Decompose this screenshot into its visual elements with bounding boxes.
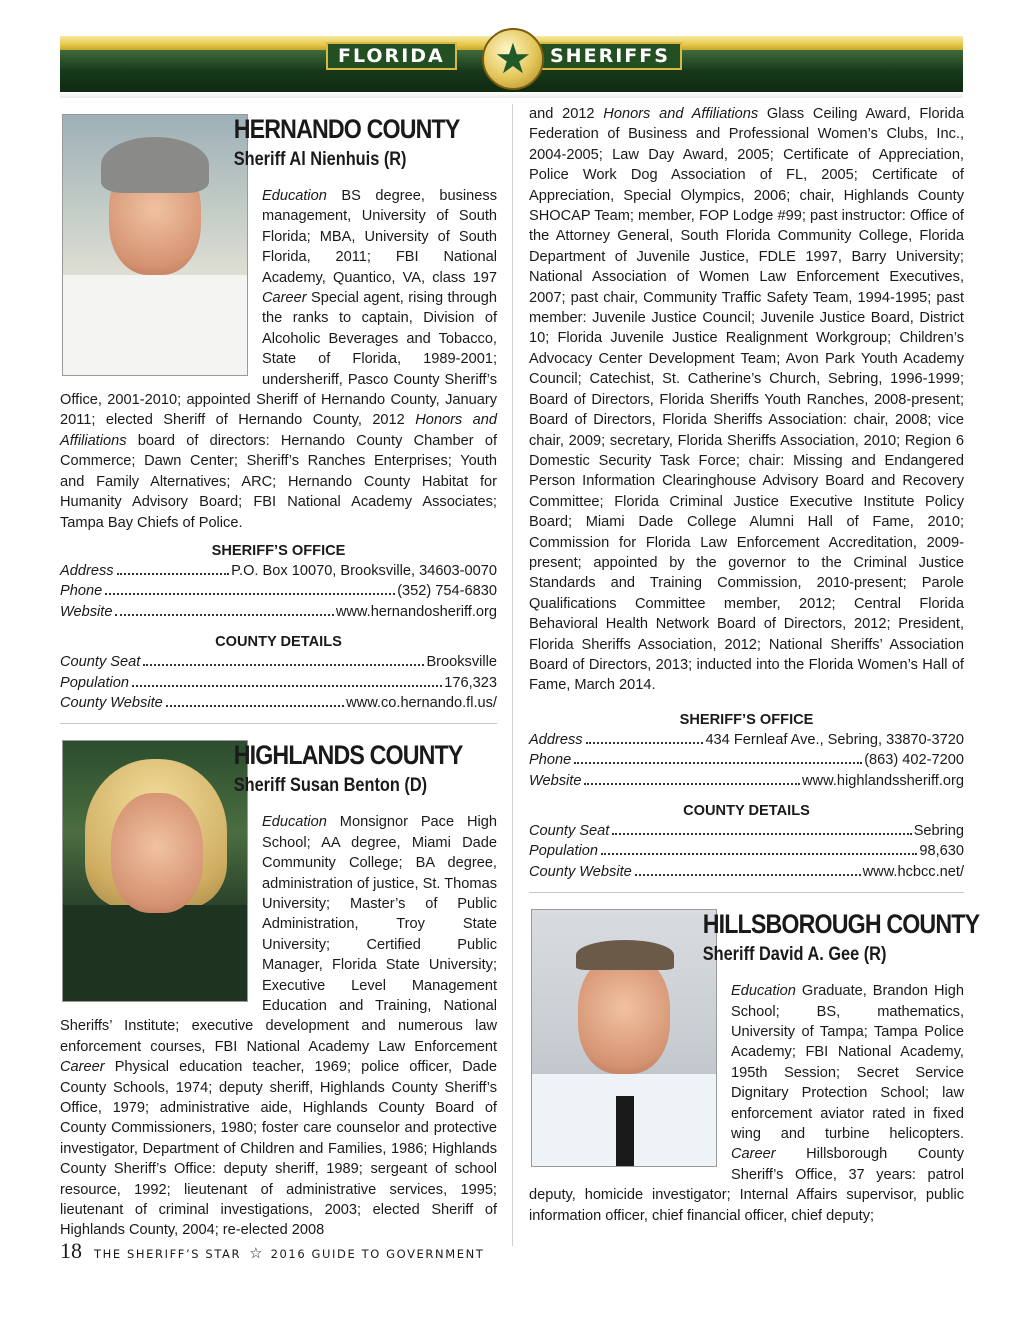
phone-value: (863) 402-7200 <box>864 752 964 769</box>
continued-text: and 2012 <box>529 106 604 122</box>
career-text: Special agent, rising through the ranks to captain, Division of Alcoholic Beverages and Tobacco, State of Florida, 1989-2001; undersheriff, Pasco County Sheriff’s Office, 2001-2010; appointed Sheriff of Hernando County, January 2011; elected Sheriff of Hernando County, 2012 <box>60 290 497 429</box>
highlands-bio-continued <box>529 104 964 696</box>
office-heading: SHERIFF’S OFFICE <box>679 711 814 728</box>
address-value: P.O. Box 10070, Brooksville, 34603-0070 <box>231 562 497 579</box>
page-footer <box>60 1238 484 1264</box>
county-website-label: County Website <box>529 863 632 880</box>
county-seat-row <box>60 652 497 672</box>
county-website-label: County Website <box>60 694 163 711</box>
county-seat-value: Brooksville <box>426 654 497 671</box>
county-website-row <box>60 693 497 713</box>
banner-label-sheriffs: SHERIFFS <box>538 42 682 70</box>
website-label: Website <box>60 603 113 620</box>
education-text: Monsignor Pace High School; AA degree, Miami Dade Community College; BA degree, administration of justice, St. Thomas University; Master’s of Public Administration, Troy State University; Certified Public Manager, Florida State University; Executive Level Management Education and Training, National Sheriffs’ Institute; executive development and numerous law enforcement courses, FBI National Academy Law Enforcement <box>60 814 497 1055</box>
office-address-row <box>60 561 497 581</box>
population-row <box>60 673 497 693</box>
office-address-row <box>529 730 964 750</box>
county-details-heading: COUNTY DETAILS <box>683 803 810 819</box>
county-title: HILLSBOROUGH COUNTY <box>702 909 980 940</box>
star-glyph: ★ <box>494 35 532 82</box>
sheriff-name: Sheriff Susan Benton (D) <box>233 775 428 797</box>
office-website-row <box>60 602 497 622</box>
honors-label: Honors and Affiliations <box>60 412 497 449</box>
header-banner <box>60 36 963 98</box>
section-separator <box>60 723 497 724</box>
county-website-row <box>529 862 964 882</box>
sheriff-star-icon <box>482 28 544 90</box>
photo-shirt <box>63 905 247 1001</box>
career-label: Career <box>60 1059 105 1076</box>
section-separator <box>529 892 964 893</box>
county-seat-row <box>529 821 964 841</box>
county-seat-label: County Seat <box>60 654 141 671</box>
page-number: 18 <box>60 1238 82 1263</box>
county-title: HERNANDO COUNTY <box>233 114 460 144</box>
hillsborough-profile <box>529 907 980 1226</box>
office-phone-row <box>529 750 964 770</box>
county-website-link[interactable]: www.hcbcc.net/ <box>862 863 964 880</box>
honors-text: Glass Ceiling Award, Florida Federation of Business and Professional Women’s Clubs, Inc., 2004-2005; Law Day Award, 2005; Certificate of Appreciation, Police Work Dog Association of FL, 2005; Certificate of Appreciation, Special Olympics, 2006; chair, Highlands County SHOCAP Team; member, FOP Lodge #99; past instructor: Office of the Attorney General, South Florida Community College, Florida Department of Juvenile Justice, FDLE 1997, Barry University; National Association of Women Law Enforcement Executives, 2007; past chair, Community Traffic Safety Team, 1994-1995; past member: Juvenile Justice Council; Juvenile Justice Board, District 10; Florida Juvenile Justice Realignment Workgroup; Children’s Advocacy Center Development Team; Avon Park Youth Academy Council; Catechist, St. Catherine’s Church, Sebring, 1996-1999; Board of Directors, Florida Sheriffs Youth Ranches, 2008-present; Board of Directors, Florida Sheriffs Association: chair, 2008; vice chair, 2009; secretary, Florida Sheriffs Association, 2010; Region 6 Domestic Security Task Force; chair: Missing and Endangered Person Information Clearinghouse Advisory Board and Recovery Committee; Florida Criminal Justice Executive Institute Policy Board; Miami Dade College Alumni Hall of Fame, 2010; Commission for Florida Law Enforcement Accreditation, 2009-present; appointed by the governor to the Criminal Justice Standards and Training Commission, 2010-present; Parole Qualifications Committee member, 2012; Central Florida Behavioral Health Network Board of Directors, 2012; President, Florida Sheriffs Association, 2012; National Sheriffs’ Association Board of Directors, 2013; inducted into the Florida Women’s Hall of Fame, March 2014. <box>529 106 964 694</box>
hernando-profile <box>60 112 497 713</box>
career-text: Physical education teacher, 1969; police officer, Dade County Schools, 1974; deputy sheriff, Highlands County Sheriff’s Office, 1979; administrative aide, Highlands County Board of County Commissioners, 1980; foster care counselor and protective investigator, Department of Children and Families, 1986; Highlands County Sheriff’s Office: deputy sheriff, 1989; sergeant of school resource, 1992; lieutenant of administrative services, 1995; lieutenant of criminal investigations, 2003; elected Sheriff of Highlands County, 2004; re-elected 2008 <box>60 1059 497 1239</box>
banner-bottom-stripe <box>60 92 963 98</box>
office-phone-row <box>60 581 497 601</box>
office-heading: SHERIFF’S OFFICE <box>211 542 346 559</box>
address-value: 434 Fernleaf Ave., Sebring, 33870-3720 <box>705 731 964 748</box>
career-label: Career <box>731 1146 776 1163</box>
column-divider <box>512 104 513 1246</box>
office-website-row <box>529 771 964 791</box>
website-link[interactable]: www.hernandosheriff.org <box>335 603 497 620</box>
address-label: Address <box>60 562 114 579</box>
phone-value: (352) 754-6830 <box>397 583 497 600</box>
county-details-heading: COUNTY DETAILS <box>215 634 342 651</box>
highlands-profile <box>60 738 497 1241</box>
honors-label: Honors and Affiliations <box>603 106 759 122</box>
address-label: Address <box>529 731 583 748</box>
website-label: Website <box>529 772 582 789</box>
education-label: Education <box>731 983 796 1000</box>
population-value: 98,630 <box>919 843 964 860</box>
sheriff-name: Sheriff David A. Gee (R) <box>702 944 887 966</box>
banner-label-florida: FLORIDA <box>326 42 457 70</box>
phone-label: Phone <box>60 583 103 600</box>
publication-name: THE SHERIFF’S STAR <box>94 1247 242 1261</box>
photo-face <box>578 954 670 1074</box>
phone-label: Phone <box>529 752 572 769</box>
education-text: Graduate, Brandon High School; BS, mathematics, University of Tampa; Tampa Police Academy; FBI National Academy, 195th Session; Secret Service Dignitary Protection School; law enforcement aviator rated in fixed wing and turbine helicopters. <box>731 983 964 1143</box>
honors-text: board of directors: Hernando County Chamber of Commerce; Dawn Center; Sheriff’s Ranches Enterprises; Youth and Family Alternatives; ARC; Hernando County Habitat for Humanity Advisory Board; FBI National Academy Associates; Tampa Bay Chiefs of Police. <box>60 432 497 531</box>
education-label: Education <box>262 814 327 831</box>
population-label: Population <box>60 674 129 691</box>
population-row <box>529 841 964 861</box>
population-value: 176,323 <box>444 674 497 691</box>
career-text: Hillsborough County Sheriff’s Office, 37 years: patrol deputy, homicide investigator; Internal Affairs supervisor, public information officer, chief financial officer, chief deputy; <box>529 1146 964 1224</box>
website-link[interactable]: www.highlandssheriff.org <box>802 772 964 789</box>
photo-shirt <box>63 275 247 375</box>
county-title: HIGHLANDS COUNTY <box>233 740 463 771</box>
county-website-link[interactable]: www.co.hernando.fl.us/ <box>346 694 497 711</box>
county-seat-value: Sebring <box>913 823 964 839</box>
photo-tie <box>616 1096 634 1166</box>
edition-name: 2016 GUIDE TO GOVERNMENT <box>270 1247 485 1261</box>
county-seat-label: County Seat <box>529 823 610 839</box>
photo-face <box>111 793 203 913</box>
right-column <box>529 104 980 1226</box>
sheriff-name: Sheriff Al Nienhuis (R) <box>233 149 407 170</box>
population-label: Population <box>529 843 598 860</box>
star-icon: ☆ <box>249 1245 263 1262</box>
education-label: Education <box>262 188 327 204</box>
career-label: Career <box>262 290 307 307</box>
education-text: BS degree, business management, University of South Florida; MBA, University of South Florida, 2011; FBI National Academy, Quantico, VA, class 197 <box>262 188 497 286</box>
left-column <box>60 104 497 1241</box>
